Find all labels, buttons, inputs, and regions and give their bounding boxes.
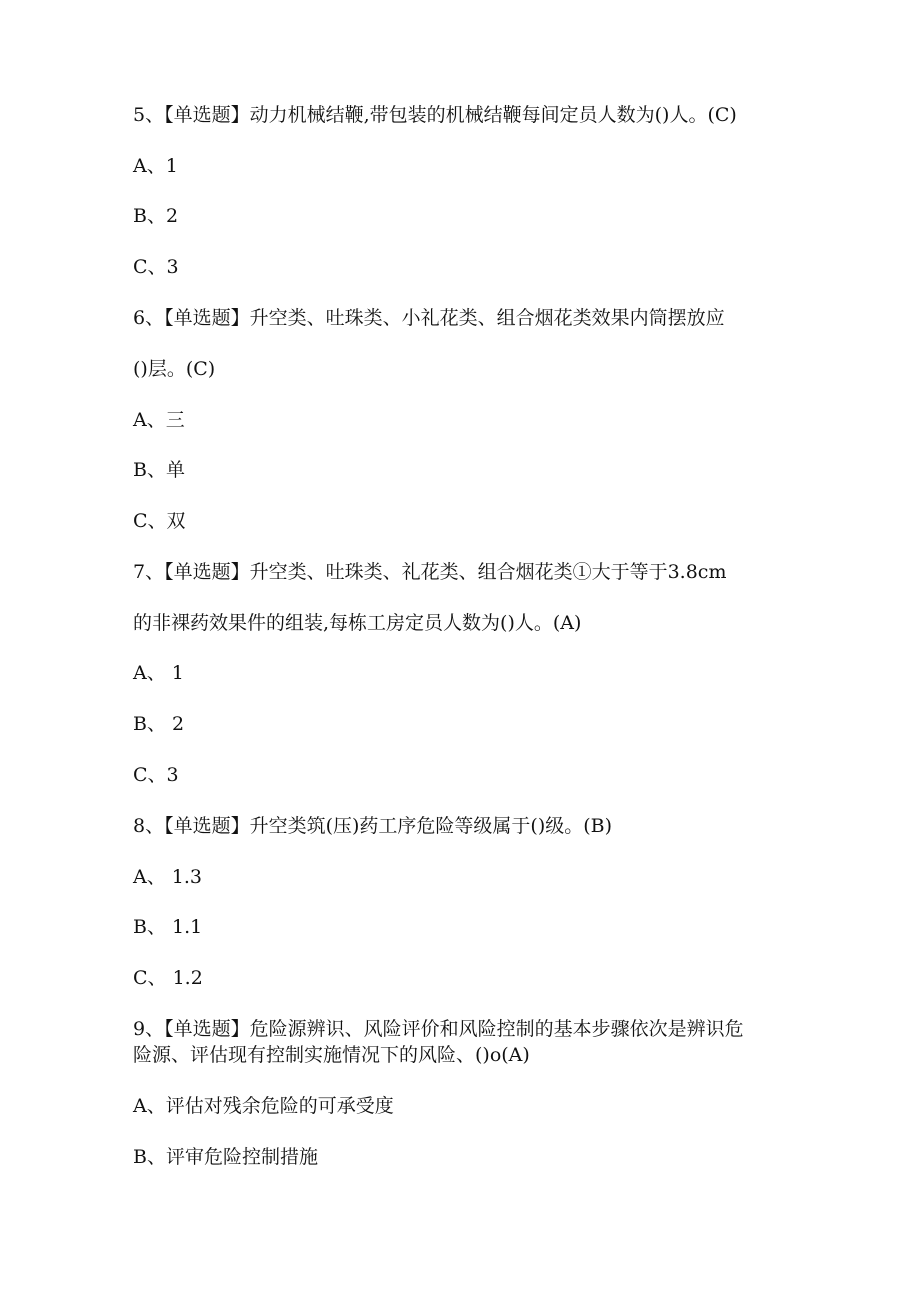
option-a: A、 1.3 — [133, 866, 202, 888]
question-stem: 5、【单选题】动力机械结鞭,带包装的机械结鞭每间定员人数为()人。(C) — [133, 104, 737, 126]
option-c: C、3 — [133, 764, 179, 786]
option-a: A、评估对残余危险的可承受度 — [133, 1095, 394, 1117]
question-stem: 8、【单选题】升空类筑(压)药工序危险等级属于()级。(B) — [133, 815, 613, 837]
question-stem: 6、【单选题】升空类、吐珠类、小礼花类、组合烟花类效果内筒摆放应 — [133, 307, 725, 329]
option-a: A、 1 — [133, 662, 184, 684]
question-stem-continued: 的非裸药效果件的组装,每栋工房定员人数为()人。(A) — [133, 612, 582, 634]
option-a: A、三 — [133, 409, 185, 431]
question-stem: 9、【单选题】危险源辨识、风险评价和风险控制的基本步骤依次是辨识危 — [133, 1018, 744, 1040]
option-b: B、单 — [133, 459, 185, 481]
question-stem-continued: ()层。(C) — [133, 358, 216, 380]
option-c: C、 1.2 — [133, 967, 203, 989]
option-c: C、双 — [133, 510, 186, 532]
question-stem-continued: 险源、评估现有控制实施情况下的风险、()o(A) — [133, 1044, 530, 1066]
option-c: C、3 — [133, 256, 179, 278]
option-b: B、评审危险控制措施 — [133, 1146, 318, 1168]
question-stem: 7、【单选题】升空类、吐珠类、礼花类、组合烟花类①大于等于3.8cm — [133, 561, 727, 583]
option-b: B、 1.1 — [133, 916, 203, 938]
option-b: B、2 — [133, 205, 179, 227]
option-b: B、 2 — [133, 713, 185, 735]
option-a: A、1 — [133, 155, 178, 177]
